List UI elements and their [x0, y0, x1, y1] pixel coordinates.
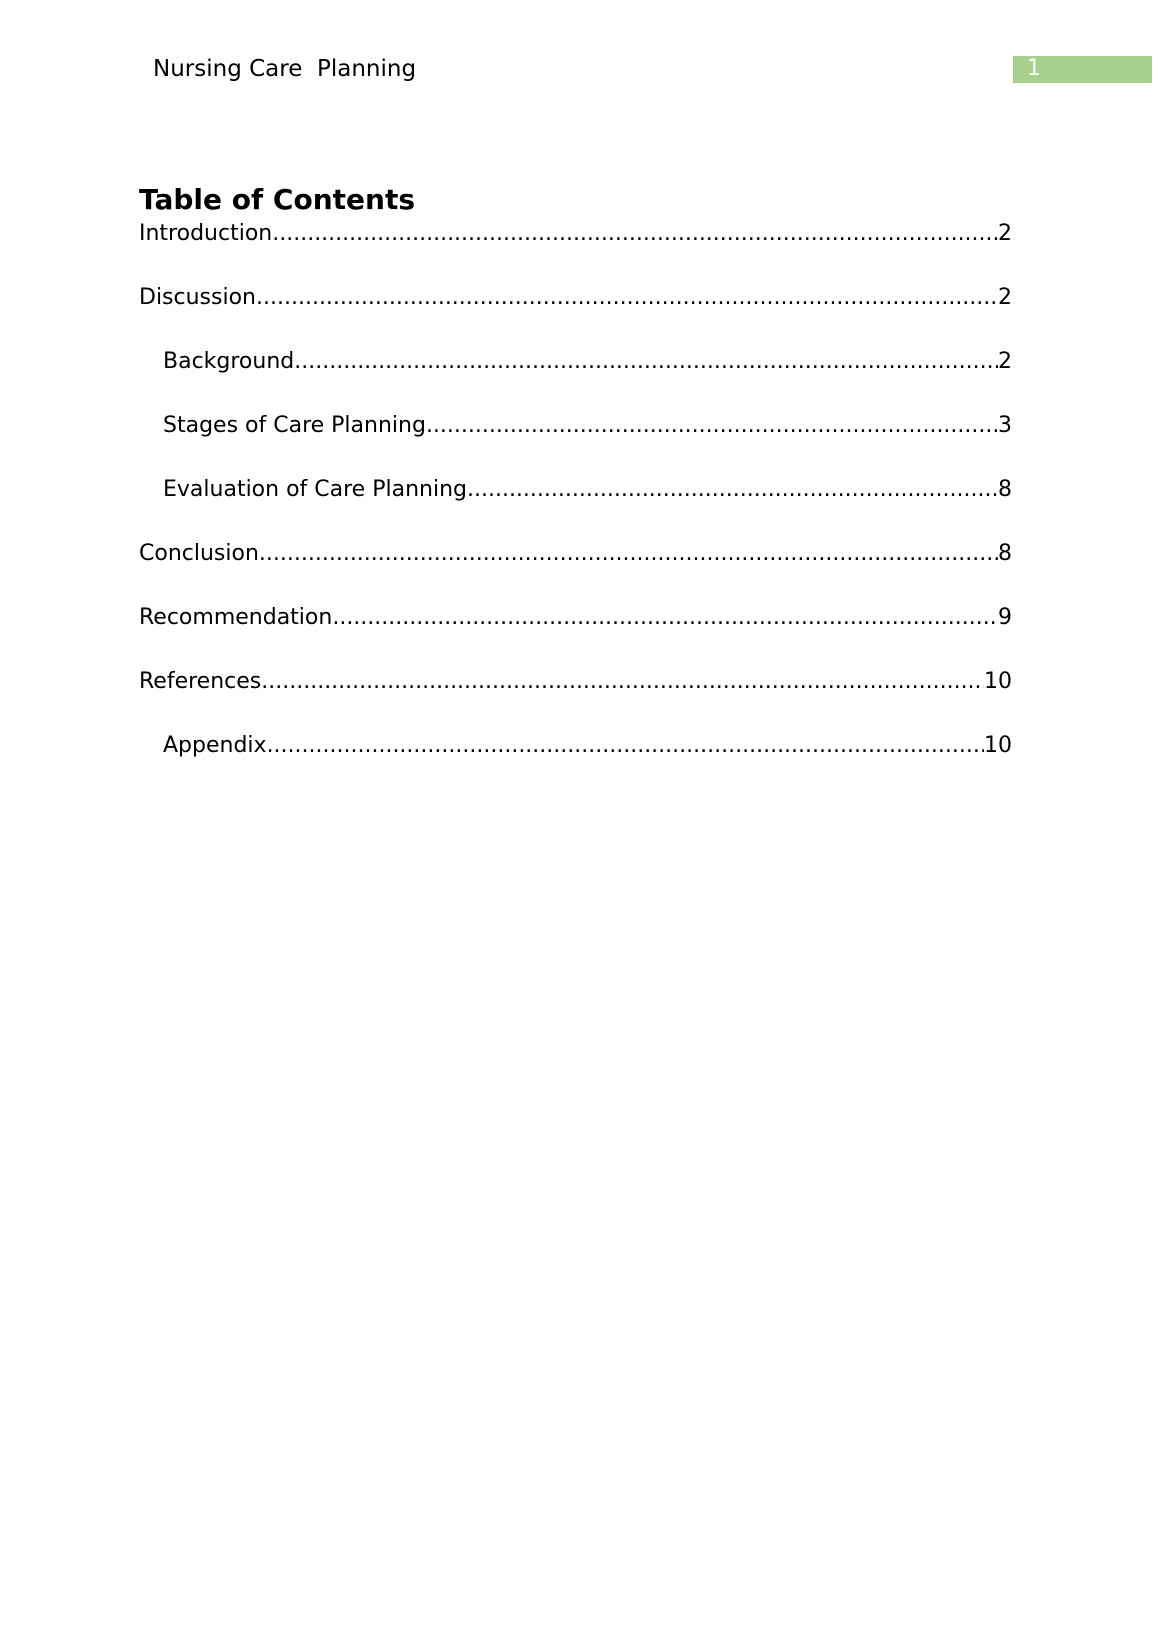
toc-entry-page: 8	[998, 477, 1012, 502]
toc-entry-page: 3	[998, 413, 1012, 438]
toc-entry-appendix[interactable]	[139, 730, 1012, 794]
toc-entry-label: Stages of Care Planning	[163, 413, 426, 438]
toc-entry-discussion[interactable]	[139, 282, 1012, 346]
toc-dot-leader	[267, 730, 984, 762]
toc-entry-label: Evaluation of Care Planning	[163, 477, 467, 502]
table-of-contents	[139, 218, 1012, 794]
toc-entry-stages-of-care-planning[interactable]	[139, 410, 1012, 474]
toc-dot-leader	[272, 218, 998, 250]
toc-entry-page: 2	[998, 221, 1012, 246]
toc-entry-label: Introduction	[139, 221, 273, 246]
toc-entry-page: 10	[984, 669, 1012, 694]
toc-entry-references[interactable]	[139, 666, 1012, 730]
toc-heading: Table of Contents	[139, 183, 416, 216]
page-number: 1	[1027, 56, 1041, 81]
running-header-title: Nursing Care Planning	[153, 56, 417, 82]
toc-dot-leader	[426, 410, 998, 442]
toc-entry-conclusion[interactable]	[139, 538, 1012, 602]
toc-dot-leader	[467, 474, 998, 506]
toc-entry-page: 2	[998, 285, 1012, 310]
toc-entry-page: 2	[998, 349, 1012, 374]
page-number-badge	[1013, 56, 1152, 83]
toc-dot-leader	[261, 666, 984, 698]
toc-entry-label: Background	[163, 349, 295, 374]
toc-dot-leader	[294, 346, 998, 378]
toc-entry-recommendation[interactable]	[139, 602, 1012, 666]
toc-entry-label: Discussion	[139, 285, 256, 310]
toc-entry-background[interactable]	[139, 346, 1012, 410]
toc-dot-leader	[259, 538, 998, 570]
toc-entry-label: References	[139, 669, 262, 694]
toc-entry-label: Conclusion	[139, 541, 259, 566]
toc-dot-leader	[256, 282, 998, 314]
toc-entry-label: Recommendation	[139, 605, 333, 630]
toc-entry-introduction[interactable]	[139, 218, 1012, 282]
toc-dot-leader	[332, 602, 998, 634]
toc-entry-page: 10	[984, 733, 1012, 758]
toc-entry-label: Appendix	[163, 733, 267, 758]
toc-entry-page: 9	[998, 605, 1012, 630]
toc-entry-page: 8	[998, 541, 1012, 566]
toc-entry-evaluation-of-care-planning[interactable]	[139, 474, 1012, 538]
